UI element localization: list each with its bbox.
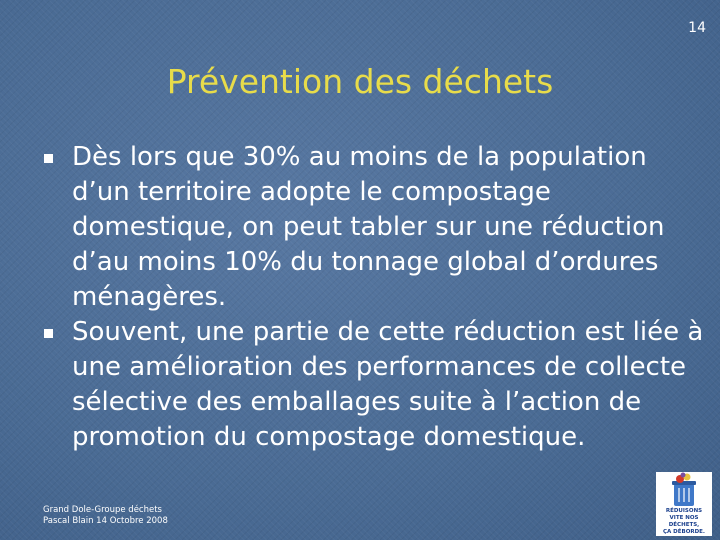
- slide-title: Prévention des déchets: [166, 62, 554, 101]
- square-bullet-icon: [44, 154, 53, 163]
- bullet-text: Souvent, une partie de cette réduction est liée à une amélioration des performances de collecte sélective des emballages suite à l’action de promotion du compostage domestique.: [72, 317, 704, 452]
- footer: [43, 505, 168, 527]
- bullet-text: Dès lors que 30% au moins de la population d’un territoire adopte le compostage domestique, on peut tabler sur une réduction d’au moins 10% du tonnage global d’ordures ménagères.: [72, 142, 665, 312]
- slide-number: 14: [688, 20, 706, 36]
- bullet-item-1: [44, 140, 704, 315]
- square-bullet-icon: [44, 329, 53, 338]
- logo-line-2: VITE NOS DÉCHETS,: [668, 515, 700, 528]
- bullet-list: [44, 140, 704, 455]
- footer-line-2: Pascal Blain 14 Octobre 2008: [43, 516, 168, 526]
- logo-line-3: ÇA DÉBORDE.: [662, 529, 706, 535]
- overflowing-bin-icon: [656, 472, 712, 510]
- logo-line-1: RÉDUISONS: [665, 508, 703, 514]
- campaign-logo: [656, 472, 712, 536]
- footer-line-1: Grand Dole-Groupe déchets: [43, 505, 162, 515]
- bullet-item-2: [44, 315, 704, 455]
